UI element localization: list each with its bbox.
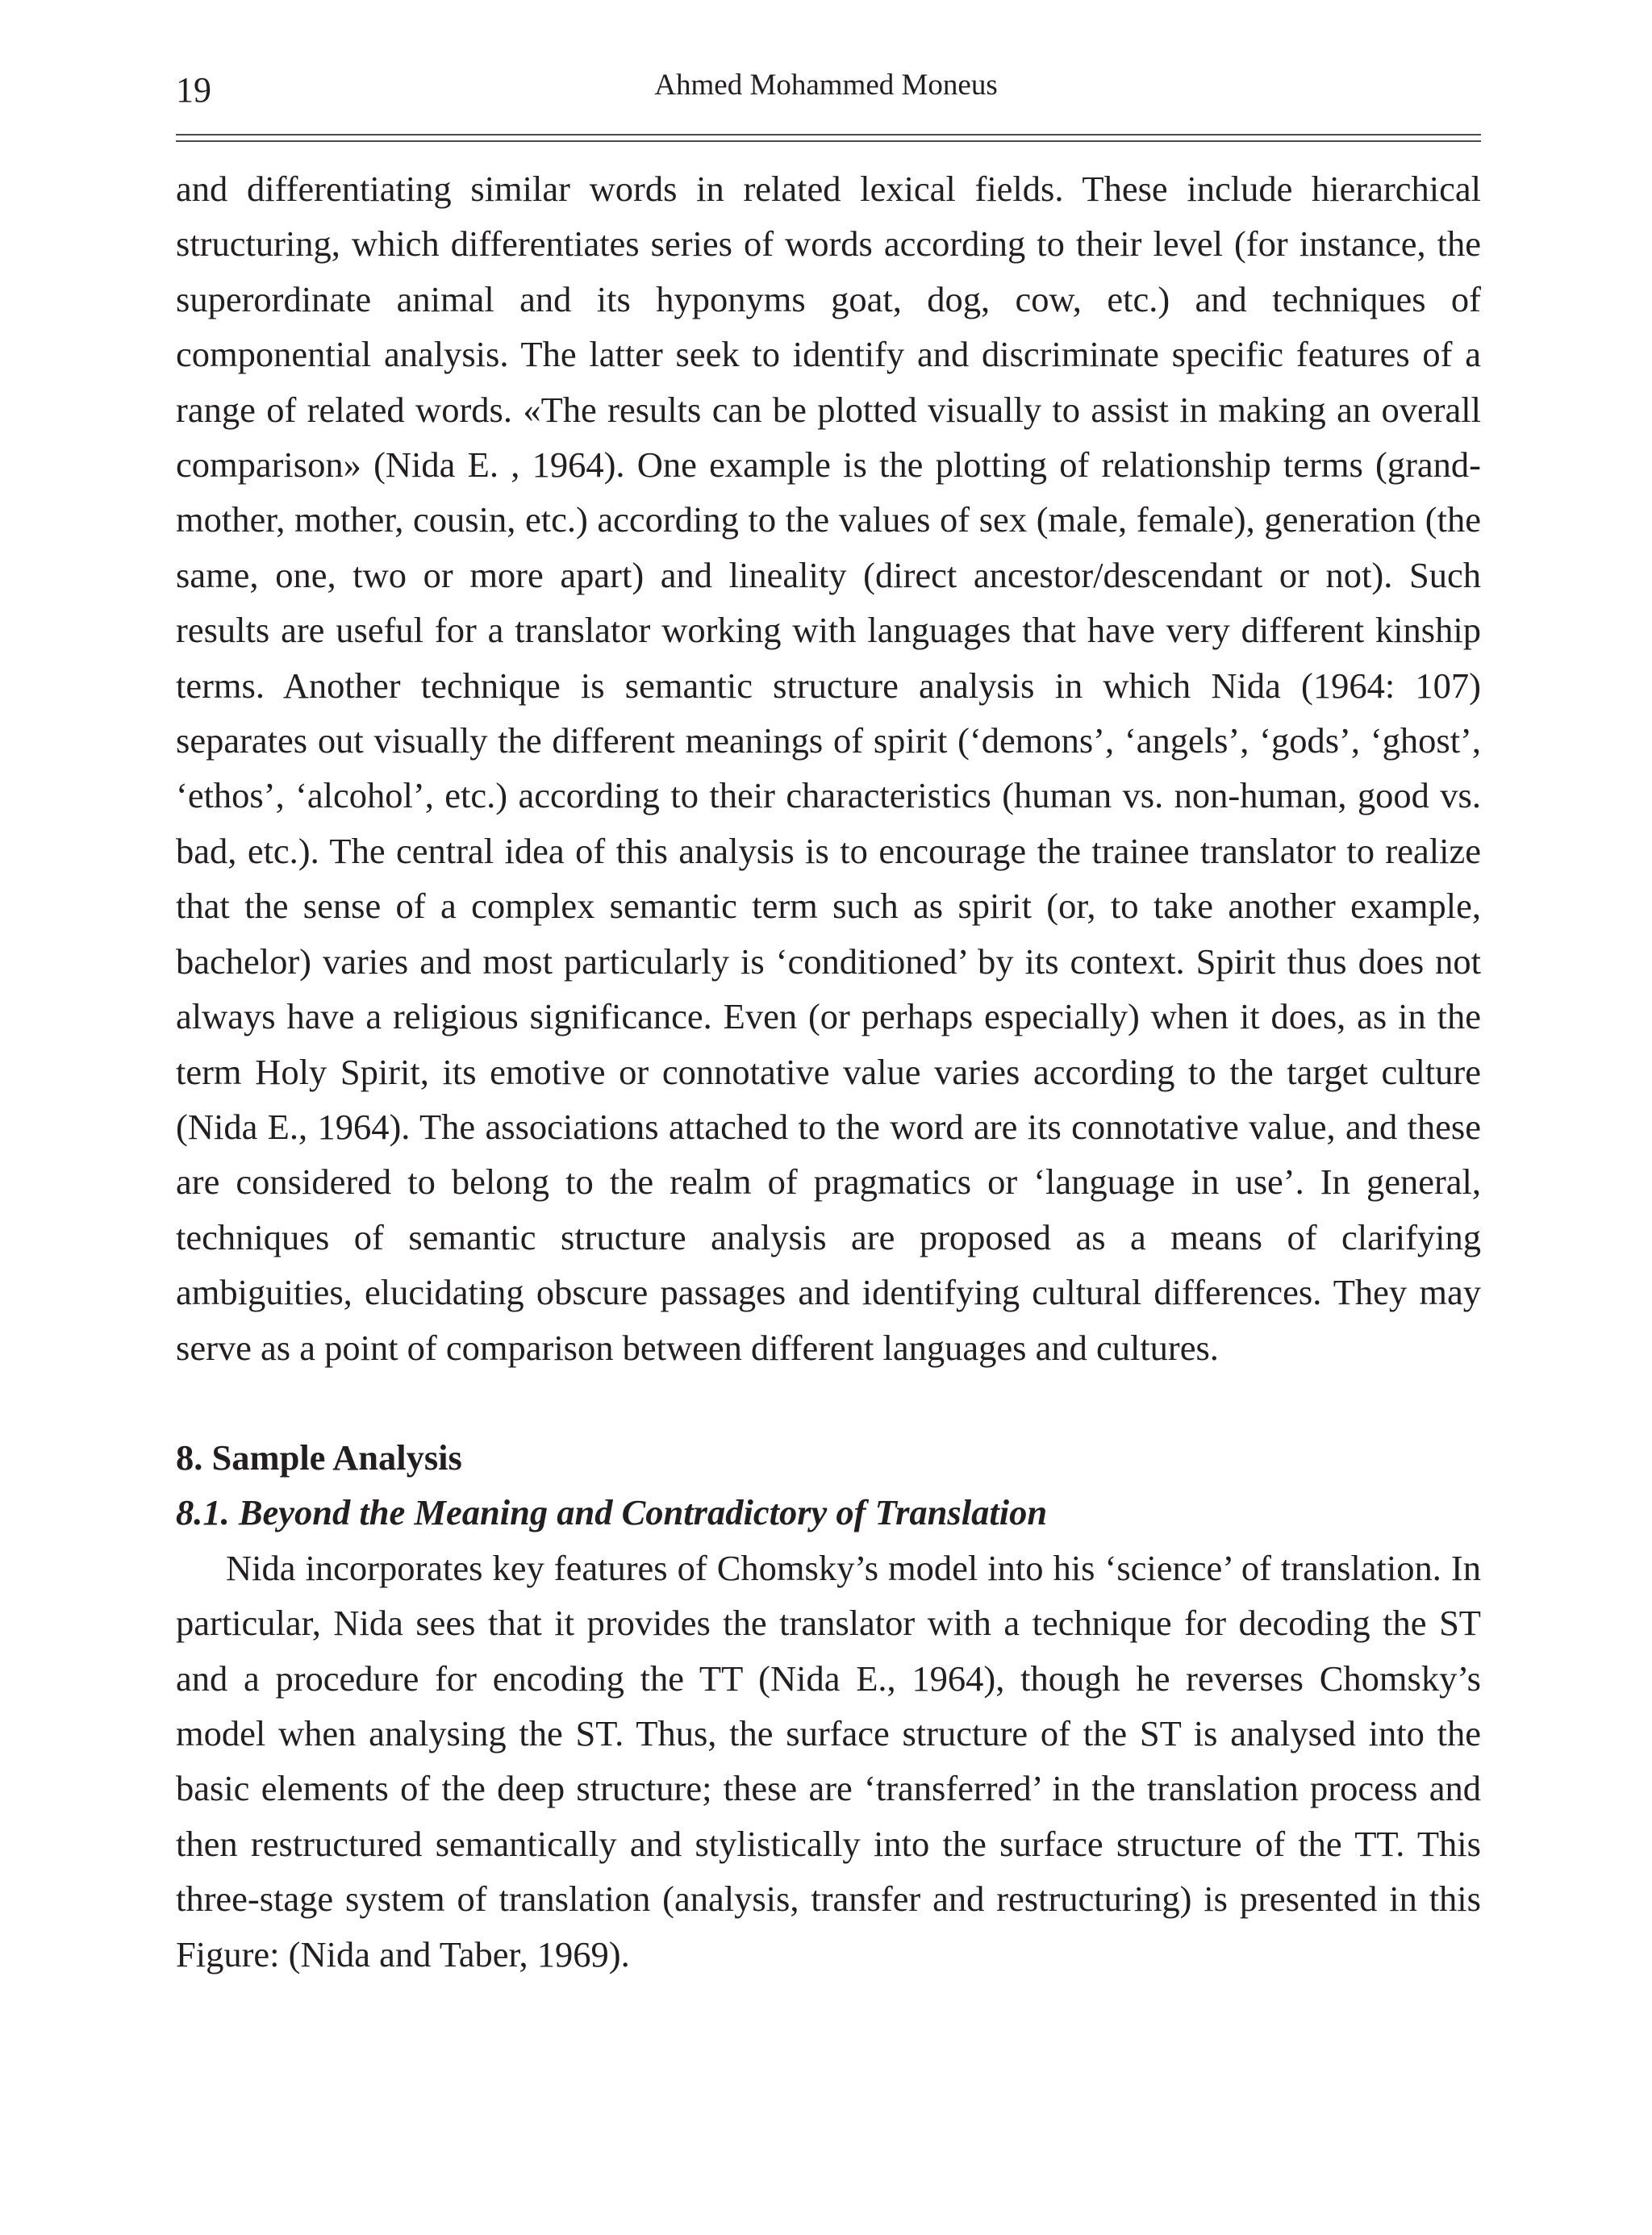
running-head-author: Ahmed Mohammed Moneus (654, 69, 998, 102)
section-heading: 8. Sample Analysis (176, 1436, 462, 1478)
body-paragraph: and differentiating similar words in related lexical fields. These include hierarchical structuring, which differentiates series of words according to their level (for instance, the superordinate animal and its hyponyms goat, dog, cow, etc.) and techniques of componential analysis. The latter seek to identify and discriminate specific features of a range of related words. «The results can be plotted visually to assist in making an overall comparison» (Nida E. , 1964). One example is the plotting of relationship terms (grand-mother, mother, cousin, etc.) according to the values of sex (male, female), generation (the same, one, two or more apart) and lineality (direct ancestor/descendant or not). Such results are useful for a translator working with languages that have very different kinship terms. Another technique is semantic structure analysis in which Nida (1964: 107) separates out visually the different meanings of spirit (‘demons’, ‘angels’, ‘gods’, ‘ghost’, ‘ethos’, ‘alcohol’, etc.) according to their characteristics (human vs. non-human, good vs. bad, etc.). The central idea of this analysis is to encourage the trainee translator to realize that the sense of a complex semantic term such as spirit (or, to take another example, bachelor) varies and most particularly is ‘conditioned’ by its context. Spirit thus does not always have a religious significance. Even (or perhaps especially) when it does, as in the term Holy Spirit, its emotive or connotative value varies according to the target culture (Nida E., 1964). The associations attached to the word are its connotative value, and these are considered to belong to the realm of pragmatics or ‘language in use’. In general, techniques of semantic structure analysis are proposed as a means of clarifying ambiguities, elucidating obscure passages and identifying cultural differences. They may serve as a point of comparison between different languages and cultures. (176, 169, 1481, 1368)
body-paragraph: Nida incorporates key features of Chomsky’s model into his ‘science’ of translation. In particular, Nida sees that it provides the translator with a technique for decoding the ST and a procedure for encoding the TT (Nida E., 1964), though he reverses Chomsky’s model when analysing the ST. Thus, the surface structure of the ST is analysed into the basic elements of the deep structure; these are ‘transferred’ in the translation process and then restructured semantically and stylistically into the surface structure of the TT. This three-stage system of translation (analysis, transfer and restructuring) is presented in this Figure: (Nida and Taber, 1969). (176, 1547, 1481, 1974)
subsection-heading: 8.1. Beyond the Meaning and Contradictory of Translation (176, 1492, 1048, 1533)
page-number: 19 (176, 70, 211, 110)
header-rule-top (176, 134, 1481, 136)
main-content (176, 161, 1481, 1982)
header-rule-bottom (176, 140, 1481, 142)
